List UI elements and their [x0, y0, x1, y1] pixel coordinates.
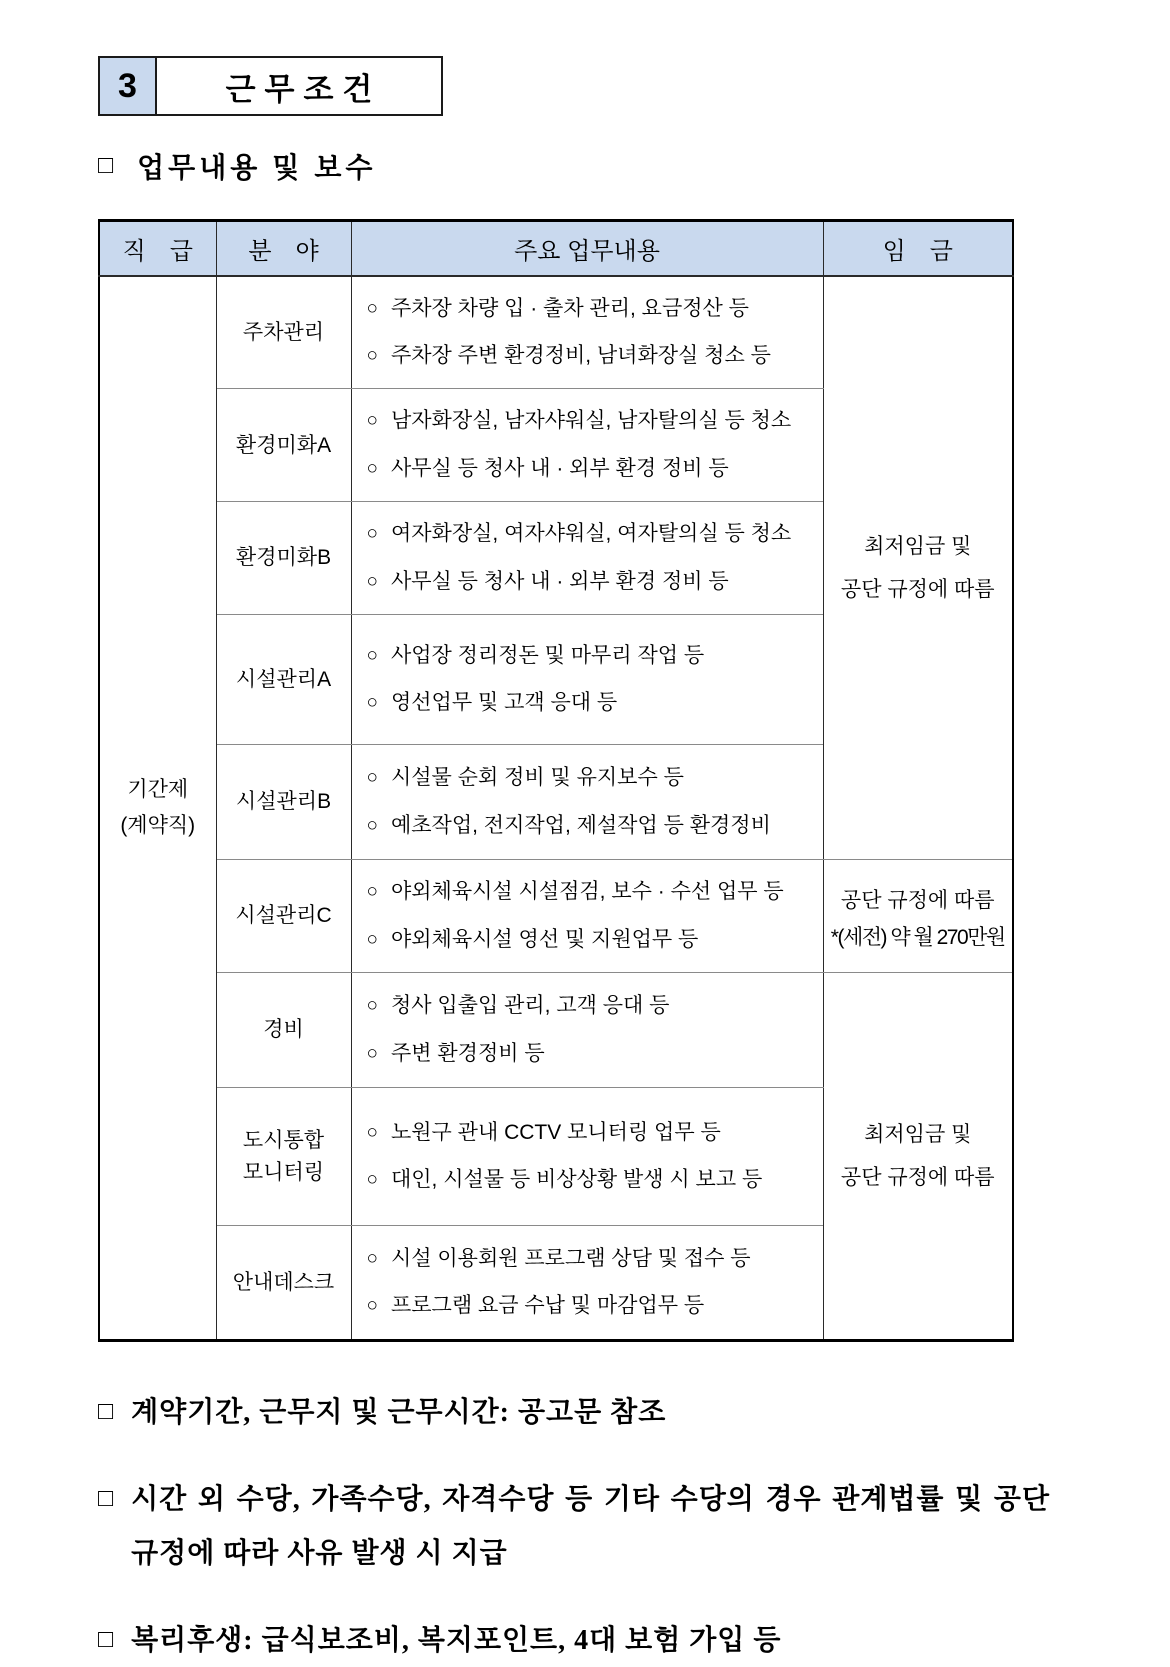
- table-header-row: [99, 221, 1013, 276]
- duty-text: 여자화장실, 여자샤워실, 여자탈의실 등 청소: [390, 522, 792, 546]
- circle-bullet-icon: ○: [366, 570, 378, 592]
- duties-cell: [351, 860, 823, 973]
- duties-cell: [351, 973, 823, 1088]
- circle-bullet-icon: ○: [366, 457, 378, 479]
- duty-item: [367, 925, 815, 955]
- duty-text: 예초작업, 전지작업, 제설작업 등 환경정비: [390, 813, 771, 837]
- note-allowances: [98, 1473, 1050, 1579]
- circle-bullet-icon: ○: [366, 410, 378, 432]
- wage-line-pretax: *(세전) 약 월 270만원: [830, 925, 1005, 949]
- table-row-parking: [99, 276, 1013, 389]
- field-cell: 안내데스크: [216, 1226, 351, 1341]
- wage-line: 공단 규정에 따름: [840, 888, 995, 912]
- circle-bullet-icon: ○: [366, 767, 378, 789]
- wage-cell-facility-c: [823, 860, 1013, 973]
- duties-cell: [351, 615, 823, 745]
- section-badge: [98, 56, 443, 116]
- duty-item: [367, 454, 815, 484]
- wage-line: 최저임금 및: [864, 534, 972, 558]
- duty-text: 사업장 정리정돈 및 마무리 작업 등: [390, 643, 705, 667]
- circle-bullet-icon: ○: [366, 523, 378, 545]
- duty-item: [367, 641, 815, 671]
- wage-line: 최저임금 및: [864, 1123, 972, 1147]
- duty-item: [367, 294, 815, 324]
- field-cell: 환경미화A: [216, 389, 351, 502]
- duty-item: [367, 763, 815, 793]
- position-line: 기간제: [127, 778, 189, 802]
- table-row-facility-c: [99, 860, 1013, 973]
- duty-item: [367, 341, 815, 371]
- duty-text: 야외체육시설 영선 및 지원업무 등: [390, 927, 699, 951]
- circle-bullet-icon: ○: [366, 928, 378, 950]
- duty-item: [367, 1291, 815, 1321]
- square-bullet-icon: □: [98, 1398, 114, 1426]
- circle-bullet-icon: ○: [366, 644, 378, 666]
- duty-item: [367, 877, 815, 907]
- duty-item: [367, 1244, 815, 1274]
- square-bullet-icon: □: [98, 152, 114, 179]
- field-cell: 환경미화B: [216, 502, 351, 615]
- field-cell: 시설관리C: [216, 860, 351, 973]
- circle-bullet-icon: ○: [366, 1042, 378, 1064]
- duties-cell: [351, 276, 823, 389]
- duty-item: [367, 1039, 815, 1069]
- duty-text: 프로그램 요금 수납 및 마감업무 등: [390, 1294, 705, 1318]
- duties-cell: [351, 502, 823, 615]
- wage-cell-group-a: [823, 276, 1013, 860]
- circle-bullet-icon: ○: [366, 1121, 378, 1143]
- duty-item: [367, 688, 815, 718]
- subsection-heading: [98, 146, 1170, 186]
- position-cell: [99, 276, 216, 1341]
- field-cell: 시설관리B: [216, 745, 351, 860]
- note-contract-period: [98, 1386, 1050, 1439]
- circle-bullet-icon: ○: [366, 692, 378, 714]
- wage-line: 공단 규정에 따름: [840, 577, 995, 601]
- note-text: 시간 외 수당, 가족수당, 자격수당 등 기타 수당의 경우 관계법률 및 공단 규정에 따라 사유 발생 시 지급: [131, 1484, 1050, 1569]
- col-header-field: 분 야: [216, 221, 351, 276]
- duties-cell: [351, 1226, 823, 1341]
- section-title: 근무조건: [225, 71, 382, 107]
- duties-cell: [351, 745, 823, 860]
- duty-text: 영선업무 및 고객 응대 등: [390, 691, 618, 715]
- duty-text: 주차장 주변 환경정비, 남녀화장실 청소 등: [390, 343, 771, 367]
- duty-text: 주차장 차량 입 · 출차 관리, 요금정산 등: [390, 296, 749, 320]
- subsection-title: 업무내용 및 보수: [137, 153, 377, 184]
- position-line: (계약직): [120, 813, 196, 837]
- col-header-grade: 직 급: [99, 221, 216, 276]
- circle-bullet-icon: ○: [366, 814, 378, 836]
- field-cell: 경비: [216, 973, 351, 1088]
- duty-text: 야외체육시설 시설점검, 보수 · 수선 업무 등: [390, 880, 784, 904]
- circle-bullet-icon: ○: [366, 881, 378, 903]
- duty-item: [367, 567, 815, 597]
- table-row-security: [99, 973, 1013, 1088]
- square-bullet-icon: □: [98, 1625, 114, 1653]
- duty-text: 시설물 순회 정비 및 유지보수 등: [390, 766, 684, 790]
- duty-text: 남자화장실, 남자샤워실, 남자탈의실 등 청소: [390, 409, 792, 433]
- note-text: 복리후생: 급식보조비, 복지포인트, 4대 보험 가입 등: [131, 1624, 782, 1656]
- circle-bullet-icon: ○: [366, 1295, 378, 1317]
- duty-item: [367, 1165, 815, 1195]
- circle-bullet-icon: ○: [366, 344, 378, 366]
- note-welfare: [98, 1614, 1050, 1667]
- section-number: 3: [100, 58, 157, 114]
- work-conditions-table: [98, 219, 1014, 1342]
- duty-text: 청사 입출입 관리, 고객 응대 등: [390, 994, 670, 1018]
- wage-line: 공단 규정에 따름: [840, 1166, 995, 1190]
- duty-text: 시설 이용회원 프로그램 상담 및 접수 등: [390, 1246, 751, 1270]
- field-cell: 주차관리: [216, 276, 351, 389]
- wage-cell-group-c: [823, 973, 1013, 1341]
- duty-text: 사무실 등 청사 내 · 외부 환경 정비 등: [390, 569, 729, 593]
- duty-text: 대인, 시설물 등 비상상황 발생 시 보고 등: [390, 1168, 763, 1192]
- duty-item: [367, 519, 815, 549]
- circle-bullet-icon: ○: [366, 995, 378, 1017]
- note-text: 계약기간, 근무지 및 근무시간: 공고문 참조: [131, 1397, 667, 1429]
- duty-text: 노원구 관내 CCTV 모니터링 업무 등: [390, 1120, 721, 1144]
- square-bullet-icon: □: [98, 1485, 114, 1513]
- duty-item: [367, 811, 815, 841]
- duty-item: [367, 991, 815, 1021]
- duty-item: [367, 1118, 815, 1148]
- col-header-wage: 임 금: [823, 221, 1013, 276]
- duties-cell: [351, 1088, 823, 1226]
- circle-bullet-icon: ○: [366, 1247, 378, 1269]
- duty-text: 사무실 등 청사 내 · 외부 환경 정비 등: [390, 456, 729, 480]
- duty-item: [367, 406, 815, 436]
- duties-cell: [351, 389, 823, 502]
- duty-text: 주변 환경정비 등: [390, 1041, 545, 1065]
- field-cell: 시설관리A: [216, 615, 351, 745]
- col-header-duties: 주요 업무내용: [351, 221, 823, 276]
- circle-bullet-icon: ○: [366, 297, 378, 319]
- circle-bullet-icon: ○: [366, 1169, 378, 1191]
- notes-section: [98, 1386, 1050, 1667]
- field-cell: 도시통합 모니터링: [216, 1088, 351, 1226]
